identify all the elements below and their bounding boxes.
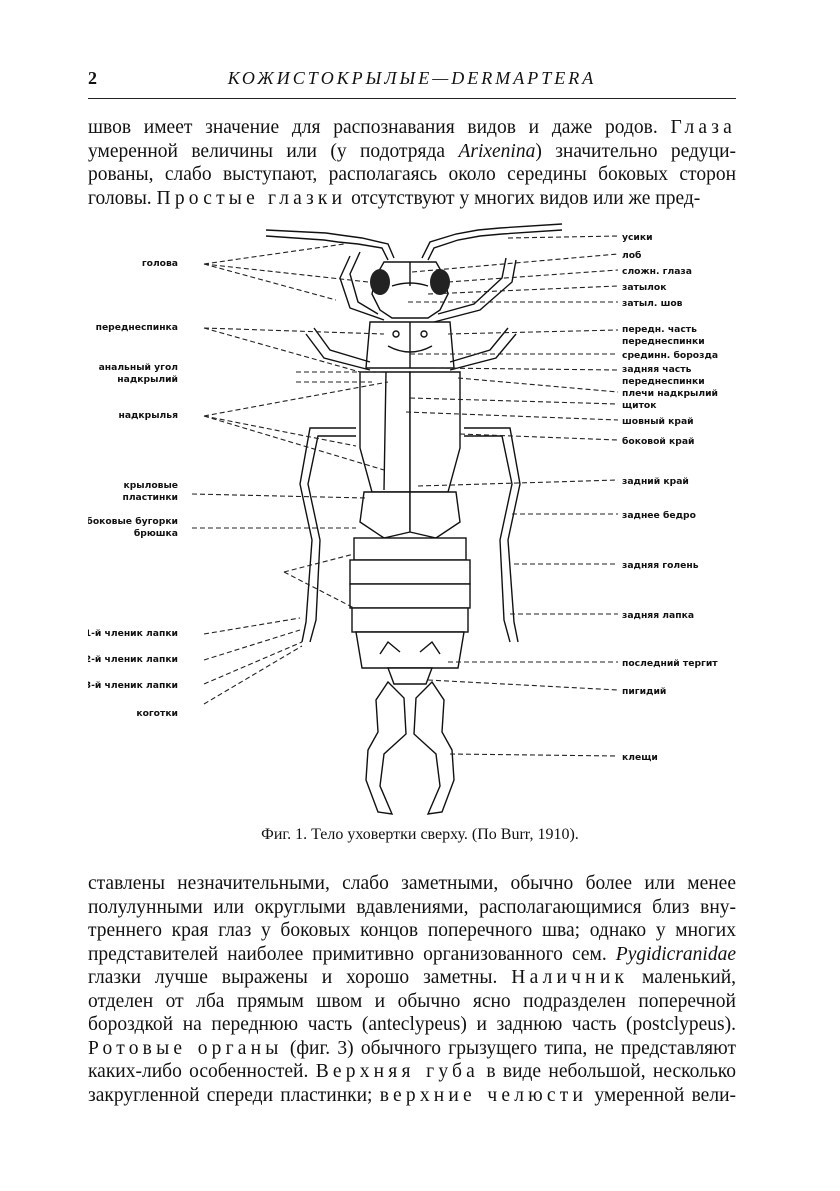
label-zadnyaya-chast-1: задняя часть [622, 364, 692, 375]
label-zadnii-krai: задний край [622, 476, 689, 487]
label-bugorki-1: боковые бугорки [88, 516, 178, 527]
text-line: отделен от лба прямым швом и обычно ясно подразделен поперечной [88, 990, 736, 1012]
text-run: закругленной спереди пластинки; [88, 1084, 373, 1106]
spaced-term: верхние челюсти [379, 1084, 588, 1106]
label-sredinn-borozda: срединн. борозда [622, 350, 719, 361]
label-anal-ugol-2: надкрылий [117, 374, 178, 385]
italic-term: Arixenina [458, 140, 536, 162]
label-slozh-glaza: сложн. глаза [622, 266, 692, 277]
eye-left [370, 269, 390, 295]
text-line [88, 116, 736, 140]
header-rule [88, 98, 736, 99]
label-plechi: плечи надкрылий [622, 388, 718, 399]
label-kleshchi: клещи [622, 752, 658, 763]
text-line [88, 187, 736, 211]
paragraph-bottom [88, 872, 736, 1107]
text-run: отсутствуют у многих видов или же пред- [351, 187, 701, 209]
label-shovnyi-krai: шовный край [622, 416, 694, 427]
text-run: головы. [88, 187, 152, 209]
text-run: швов имеет значение для распознавания видов и даже родов. [88, 117, 658, 138]
page-header [88, 68, 736, 94]
label-shchitok: щиток [622, 400, 657, 411]
text-line: ставлены незначительными, слабо заметными, обычно более или менее [88, 873, 736, 894]
earwig-body-drawing [266, 224, 562, 814]
text-run: каких-либо особенностей. [88, 1061, 309, 1082]
text-line [88, 1037, 736, 1061]
page-number: 2 [88, 68, 97, 88]
text-line: рованы, слабо выступают, располагаясь около середины боковых сторон [88, 164, 736, 185]
label-nadkrylya: надкрылья [118, 410, 178, 421]
label-pigidii: пигидий [622, 686, 667, 697]
label-zadnyaya-chast-2: переднеспинки [622, 376, 705, 387]
label-bokovoi-krai: боковой край [622, 436, 695, 447]
text-run: ) значительно редуци- [535, 140, 736, 162]
spaced-term: Наличник [511, 967, 629, 988]
label-zadnyaya-lapka: задняя лапка [622, 610, 695, 621]
label-zadnee-bedro: заднее бедро [622, 510, 696, 521]
figure-caption: Фиг. 1. Тело уховертки сверху. (По Burr, 1910). [261, 826, 579, 843]
label-krylovye-1: крыловые [123, 480, 178, 491]
paragraph-top [88, 116, 736, 210]
text-run: умеренной вели- [594, 1084, 736, 1106]
text-line [88, 1084, 736, 1108]
labels-left [88, 258, 178, 719]
text-line: полулунными или округлыми вдавлениями, располагающимися близ вну- [88, 896, 736, 918]
label-lob: лоб [622, 250, 642, 261]
label-peredn-chast-2: переднеспинки [622, 336, 705, 347]
text-line: треннего края глаз у боковых концов поперечного шва; однако у многих [88, 920, 736, 941]
text-run: (фиг. 3) обычного грызущего типа, не представляют [289, 1037, 736, 1059]
label-bugorki-2: брюшка [133, 528, 178, 539]
label-tarsus-1: 1-й членик лапки [88, 628, 178, 639]
labels-right [622, 232, 718, 763]
label-kogotki: коготки [136, 708, 178, 719]
text-run: представителей наиболее примитивно организованного сем. [88, 943, 607, 965]
text-run: умеренной величины или (у подотряда [88, 140, 446, 162]
text-line [88, 140, 736, 164]
text-run: маленький, [642, 967, 737, 988]
eye-right [430, 269, 450, 295]
label-zadnyaya-golen: задняя голень [622, 560, 699, 571]
label-krylovye-2: пластинки [122, 492, 178, 503]
label-peredn-chast-1: передн. часть [622, 324, 697, 335]
label-usiki: усики [622, 232, 653, 243]
text-line [88, 966, 736, 990]
running-title: КОЖИСТОКРЫЛЫЕ—DERMAPTERA [227, 68, 597, 88]
label-golova: голова [141, 258, 178, 269]
text-run: в виде небольшой, несколько [486, 1061, 736, 1082]
label-perednespinka: переднеспинка [95, 322, 178, 333]
spaced-term: Глаза [670, 117, 737, 138]
spaced-term: Ротовые органы [88, 1037, 283, 1059]
earwig-figure [88, 222, 748, 822]
italic-term: Pygidicranidae [615, 943, 736, 965]
label-poslednii-tergit: последний тергит [622, 658, 718, 669]
earwig-diagram [88, 222, 748, 822]
spaced-term: Верхняя губа [315, 1061, 480, 1082]
spaced-term: Простые глазки [156, 187, 347, 209]
label-tarsus-2: 2-й членик лапки [88, 654, 178, 665]
label-zatyl-shov: затыл. шов [622, 298, 683, 309]
label-zatylok: затылок [622, 282, 667, 293]
label-tarsus-3: 3-й членик лапки [88, 680, 178, 691]
text-run: глазки лучше выражены и хорошо заметны. [88, 967, 498, 988]
text-line [88, 1060, 736, 1084]
label-anal-ugol-1: анальный угол [98, 362, 178, 373]
text-line: бороздкой на переднюю часть (anteclypeus) и заднюю часть (postclypeus). [88, 1014, 736, 1035]
text-line [88, 943, 736, 967]
